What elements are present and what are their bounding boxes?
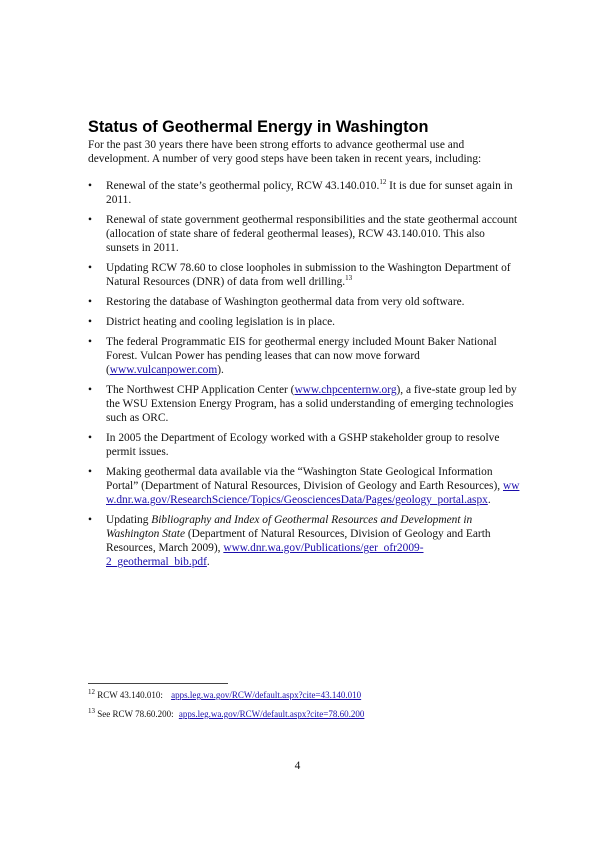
item-text: ). [217,364,224,376]
list-item [88,383,520,425]
item-text: . [206,556,210,568]
section-heading: Status of Geothermal Energy in Washington [88,118,429,136]
bullet-icon: • [88,336,92,348]
footnote-number: 13 [88,707,95,715]
page-number: 4 [294,760,301,772]
item-text: Renewal of state government geothermal responsibilities and the state geothermal account (allocation of state share of federal geothermal leases), RCW 43.140.010. This also sunsets in 2011. [106,214,518,254]
item-text: ), a five-state group led by the WSU Extension Energy Program, has a solid understanding of emerging technologies such as ORC. [106,384,517,424]
list-item [88,261,520,289]
item-text: It is due for sunset again in 2011. [106,180,513,206]
item-text: Updating [106,514,152,526]
item-text: District heating and cooling legislation is in place. [106,316,336,328]
list-item [88,513,520,569]
list-item [88,465,520,507]
list-item [88,431,520,459]
item-text: In 2005 the Department of Ecology worked with a GSHP stakeholder group to resolve permit issues. [106,432,500,458]
bullet-icon: • [88,296,92,308]
bullet-icon: • [88,514,92,526]
bullet-icon: • [88,466,92,478]
bullet-list [88,179,520,575]
footnote [88,709,364,720]
footnote-link[interactable]: apps.leg.wa.gov/RCW/default.aspx?cite=78.60.200 [178,709,365,719]
item-text: Renewal of the state’s geothermal policy, RCW 43.140.010. [106,180,380,192]
footnote-text: RCW 43.140.010: [97,690,163,700]
footnote-link[interactable]: apps.leg.wa.gov/RCW/default.aspx?cite=43.140.010 [171,690,362,700]
list-item [88,179,520,207]
bullet-icon: • [88,432,92,444]
footnote-ref[interactable]: 13 [345,274,353,283]
footnote-divider [88,683,228,684]
item-text: Updating RCW 78.60 to close loopholes in submission to the Washington Department of Natural Resources (DNR) of data from well drilling. [106,262,511,288]
list-item [88,315,520,329]
item-text: (Department of Natural Resources, Division of Geology and Earth Resources, March 2009), [106,528,491,554]
intro-paragraph: For the past 30 years there have been strong efforts to advance geothermal use and development. A number of very good steps have been taken in recent years, including: [88,139,482,165]
footnote-number: 12 [88,688,95,696]
item-text: Making geothermal data available via the “Washington State Geological Information Portal” (Department of Natural Resources, Division of Geology and Earth Resources), [106,466,503,492]
publication-title: Bibliography and Index of Geothermal Resources and Development in Washington State [106,514,473,540]
item-text: The Northwest CHP Application Center ( [106,384,295,396]
footnote-text: See RCW 78.60.200: [97,709,174,719]
bullet-icon: • [88,316,92,328]
list-item [88,295,520,309]
item-text: The federal Programmatic EIS for geothermal energy included Mount Baker National Forest. Vulcan Power has pending leases that can now move forward ( [106,336,497,376]
bullet-icon: • [88,262,92,274]
geology-portal-link[interactable]: www.dnr.wa.gov/ResearchScience/Topics/GeosciencesData/Pages/geology_portal.aspx [106,480,520,506]
list-item [88,335,520,377]
bullet-icon: • [88,384,92,396]
item-text: Restoring the database of Washington geothermal data from very old software. [106,296,465,308]
vulcanpower-link[interactable]: www.vulcanpower.com [109,364,218,376]
bibliography-pdf-link[interactable]: www.dnr.wa.gov/Publications/ger_ofr2009-2_geothermal_bib.pdf [106,542,424,568]
item-text: . [487,494,491,506]
bullet-icon: • [88,214,92,226]
bullet-icon: • [88,180,92,192]
chpcenternw-link[interactable]: www.chpcenternw.org [294,384,397,396]
footnote [88,690,361,701]
footnote-ref[interactable]: 12 [379,178,387,187]
list-item [88,213,520,255]
